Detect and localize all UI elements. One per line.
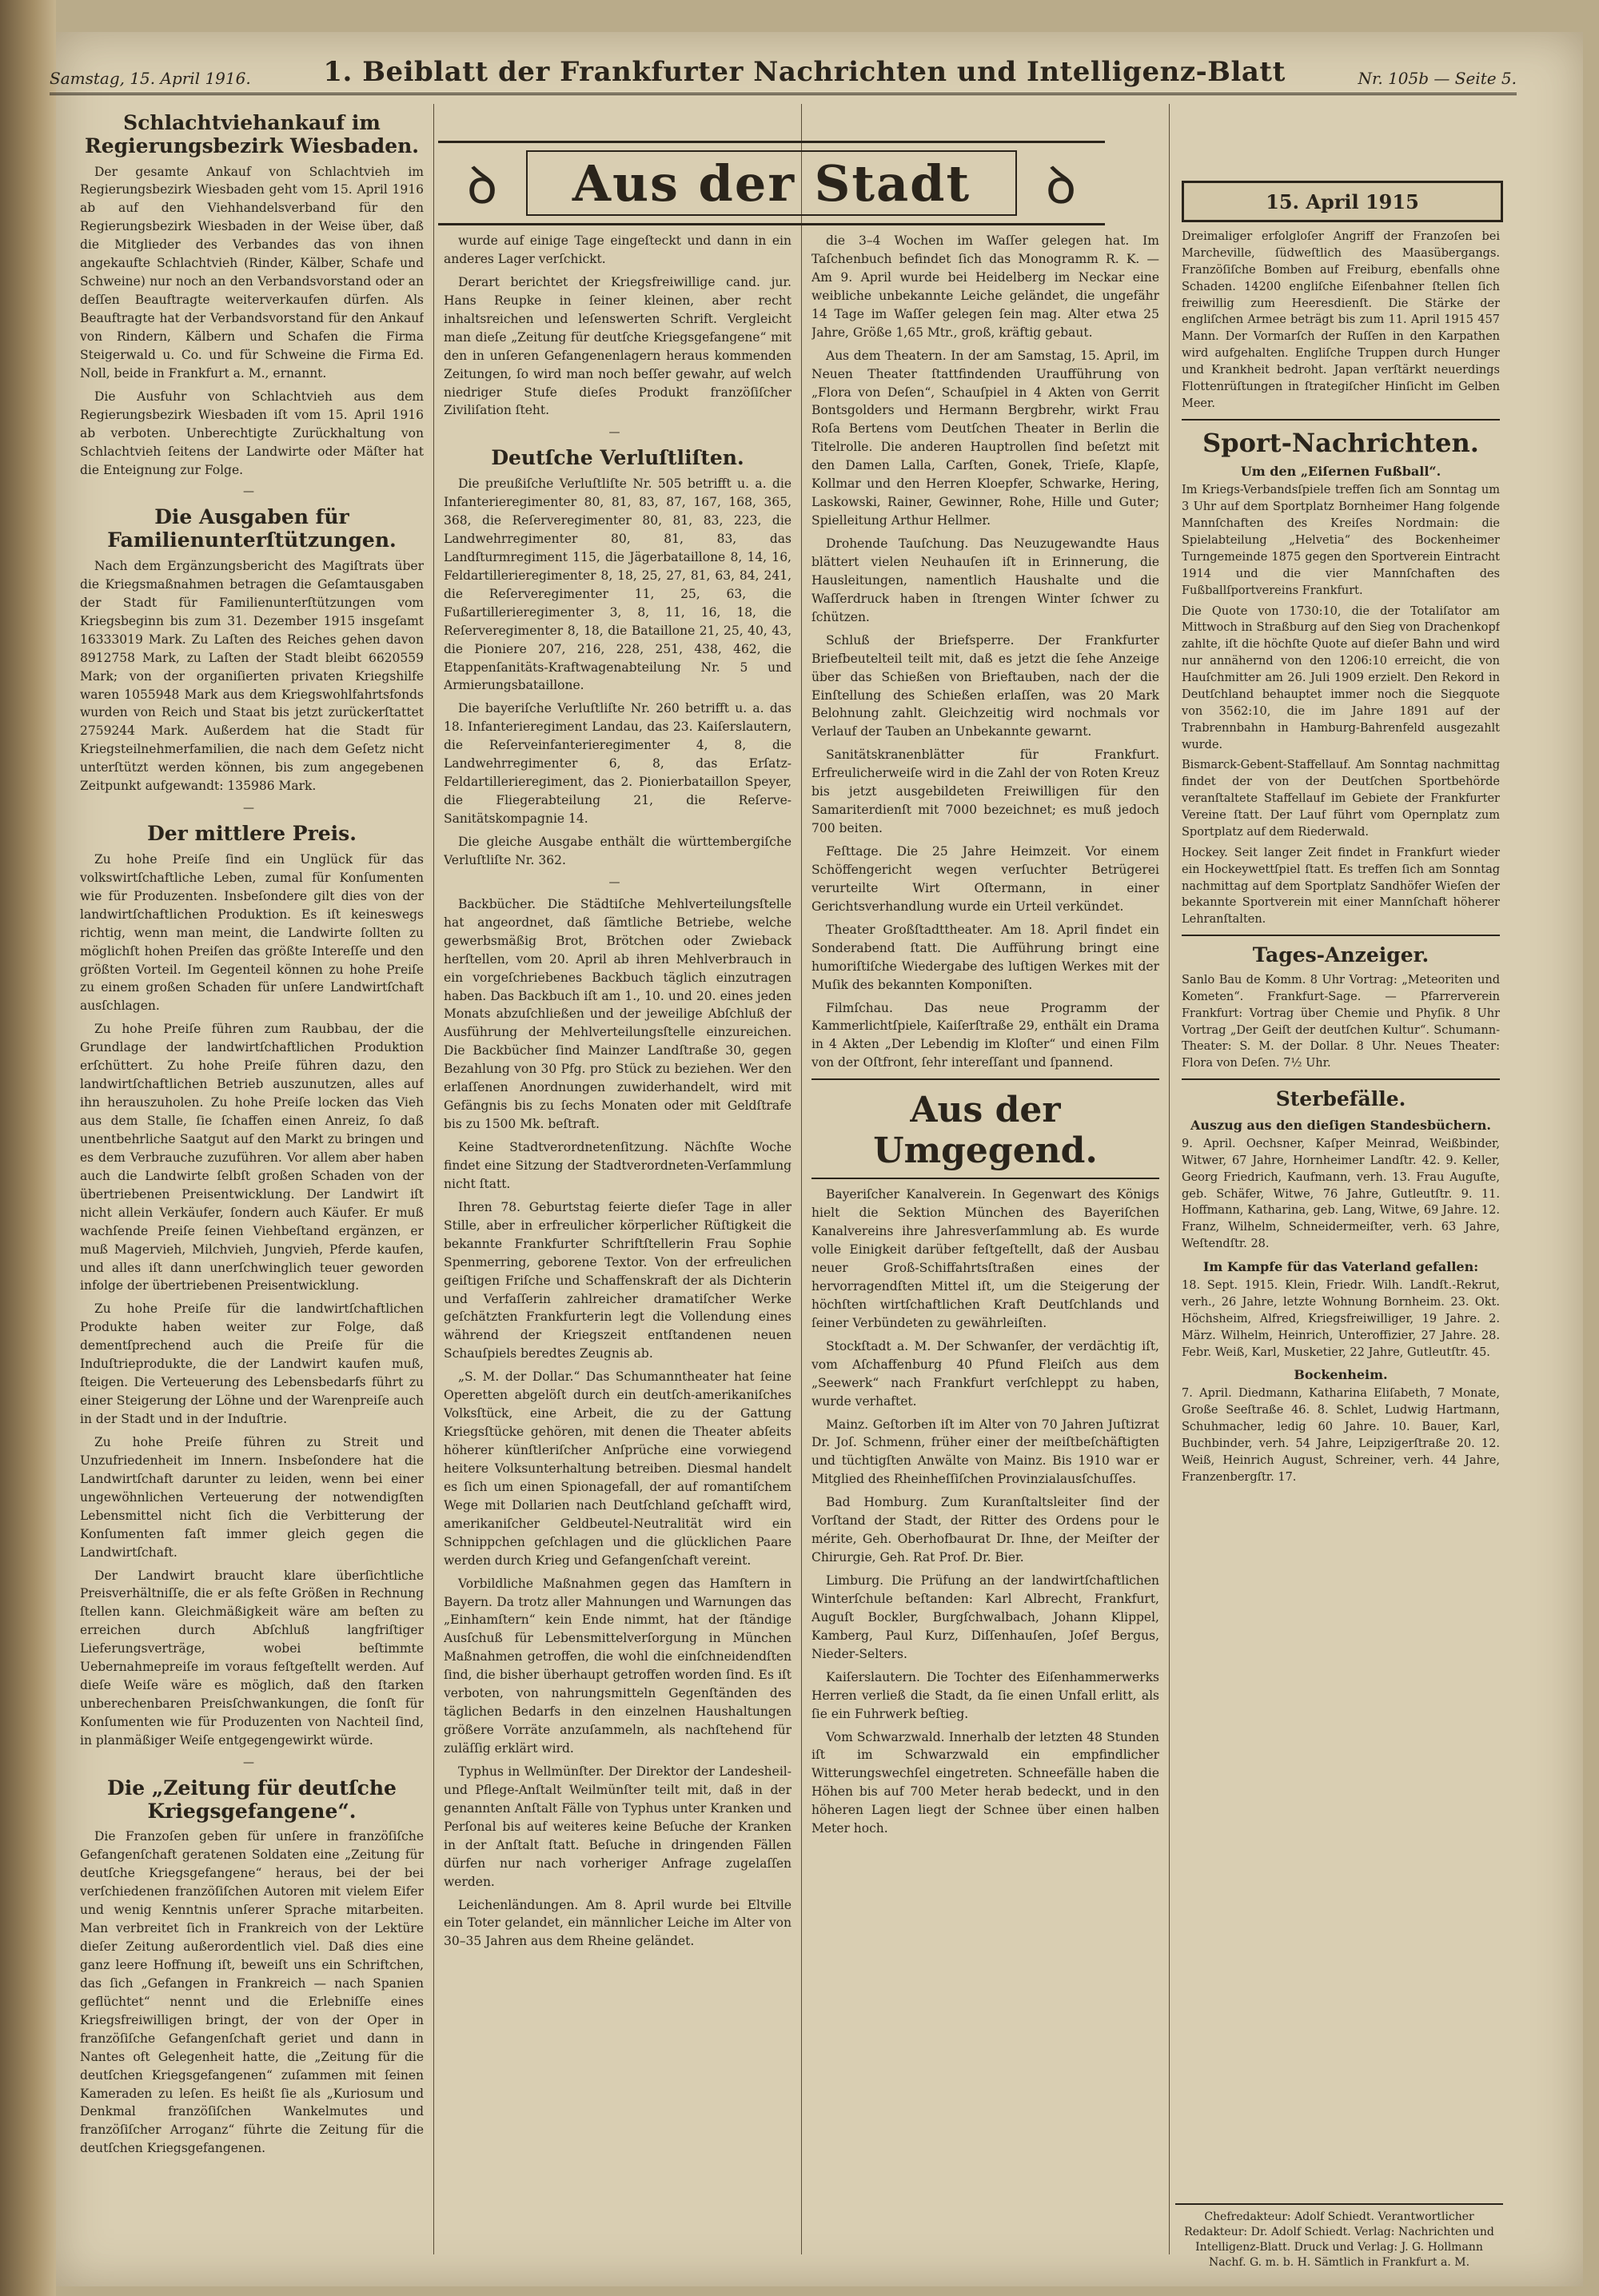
article-paragraph: Derart berichtet der Kriegsfreiwillige cand. jur. Hans Reupke in ſeiner kleinen, aber recht inhaltsreichen und leſenswerten Schrift. Vergleicht man dieſe „Zeitung für deutſche Kriegsgefangene“ mit den in unſeren Gefangenenlagern heraus kommenden Zeitungen, ſo wird man noch beſſer gewahr, auf welch niedriger Stufe dieſes Produkt franzöſiſcher Ziviliſation ſteht. [444,274,792,418]
article-paragraph: Bad Homburg. Zum Kuranſtaltsleiter ſind der Vorſtand der Stadt, der Ritter des Ordens pour le mérite, Geh. Oberhofbaurat Dr. Ihne, der Meiſter der Chirurgie, Geh. Rat Prof. Dr. Bier. [811,1495,1159,1565]
column-2 [444,232,792,2262]
ornament-right-icon: ꝺ [1045,156,1077,216]
headline-verlustlisten: Deutſche Verluſtliſten. [491,446,744,470]
subheadline-gefallen: Im Kampfe für das Vaterland gefallen: [1202,1259,1479,1275]
article-paragraph: Drohende Tauſchung. Das Neuzugewandte Haus blättert vielen Neuhauſen iſt in Erinnerung, die Hausleitungen, namentlich Haushalte und die Waſſerdruck haben in ſtrengen Winter ſchwer zu ſchützen. [811,536,1159,624]
masthead [50,56,1517,95]
article-paragraph: Nach dem Ergänzungsbericht des Magiſtrats über die Kriegsmaßnahmen betragen die Geſamtausgaben der Stadt für Familienunterſtützungen vom Kriegsbeginn bis zum 31. Dezember 1915 insgeſamt 16333019 Mark. Zu Laſten des Reiches gehen davon 8912758 Mark, zu Laſten der Stadt bleibt 6620559 Mark; von der organiſierten privaten Kriegshilfe waren 1055948 Mark aus dem Kriegswohlfahrtsfonds wurden von Reich und Staat bis jetzt zurückerſtattet 2759244 Mark. Außerdem hat die Stadt für Kriegsteilnehmerfamilien, die nach dem Geſetz nicht unterſtützt werden können, bis zum angegebenen Zeitpunkt aufgewandt: 135986 Mark. [80,558,424,794]
section-divider [811,1178,1159,1179]
section-divider [1182,935,1500,936]
column-1 [80,104,424,2262]
article-paragraph: Vom Schwarzwald. Innerhalb der letzten 48 Stunden iſt im Schwarzwald ein empfindlicher Witterungswechſel eingetreten. Schneefälle haben die Höhen bis auf 700 Meter herab bedeckt, und in den höheren Lagen liegt der Schnee über einen halben Meter hoch. [811,1729,1159,1836]
article-paragraph: Zu hohe Preiſe für die landwirtſchaftlichen Produkte haben weiter zur Folge, daß dementſprechend auch die Preiſe für die Induſtrieprodukte, die der Landwirt kaufen muß, ſteigen. Die Verteuerung des Lebensbedarfs führt zu einer Steigerung der Löhne und der Warenpreiſe auch in der Stadt und in der Induſtrie. [80,1301,424,1426]
column-rule [801,104,802,2254]
headline-umgegend: Aus der Umgegend. [873,1090,1098,1172]
article-paragraph: die 3–4 Wochen im Waſſer gelegen hat. Im Taſchenbuch befindet ſich das Monogramm R. K. — Am 9. April wurde bei Heidelberg im Neckar eine weibliche unbekannte Leiche geländet, die ungefähr 14 Tage im Waſſer gelegen ſein mag. Alter etwa 25 Jahre, Größe 1,65 Mtr., groß, kräftig gebaut. [811,233,1159,340]
article-paragraph: Theater Großſtadttheater. Am 18. April findet ein Sonderabend ſtatt. Die Aufführung bringt eine humoriſtiſche Wiedergabe des luſtigen Werkes mit der Muſik des bekannten Komponiſten. [811,922,1159,992]
article-paragraph: Typhus in Wellmünſter. Der Direktor der Landesheil- und Pflege-Anſtalt Weilmünſter teilt mit, daß in der genannten Anſtalt Fälle von Typhus unter Kranken und Perſonal bis auf weiteres keine Beſuche der Kranken in der Anſtalt ſtatt. Beſuche in dringenden Fällen dürfen nur nach vorheriger Anfrage zugelaſſen werden. [444,1764,792,1889]
chronicle-text: Dreimaliger erfolgloſer Angriff der Franzoſen bei Marcheville, ſüdweſtlich des Maasübergangs. Franzöſiſche Bomben auf Freiburg, ebenfalls ohne Schaden. 14200 engliſche Eiſenbahner ſtellen ſich freiwillig zum Heeresdienſt. Die Stärke der engliſchen Armee beträgt bis zum 11. April 1915 457 Mann. Der Vormarſch der Ruſſen in den Karpathen wird aufgehalten. Engliſche Truppen durch Hunger und Krankheit bedroht. Japan verſtärkt neuerdings Flottenrüſtungen in ſtrategiſcher Hinſicht im Gelben Meer. [1182,230,1500,410]
article-paragraph: Der gesamte Ankauf von Schlachtvieh im Regierungsbezirk Wiesbaden geht vom 15. April 1916 ab auf den Viehhandelsverband für den Regierungsbezirk Wiesbaden in der Weise über, daß die Mitglieder des Verbandes das von ihnen angekaufte Schlachtvieh (Rinder, Kälber, Schafe und Schweine) nur noch an den Verbandsvorstand oder an deſſen Beauftragte weiterverkaufen dürfen. Als Beauftragte hat der Verbandsvorstand für den Ankauf von Rindern, Kälbern und Schafen die Firma Steigerwald u. Co. und für Schweine die Firma Ed. Noll, beide in Frankfurt a. M., ernannt. [80,164,424,381]
article-paragraph: Sanitätskranenblätter für Frankfurt. Erfreulicherweiſe wird in die Zahl der von Roten Kreuz bis jetzt ausgebildeten Freiwilligen für den Samariterdienſt mit 7000 bezeichnet; es muß jedoch 700 beiten. [811,747,1159,836]
article-paragraph: Filmſchau. Das neue Programm der Kammerlichtſpiele, Kaiſerſtraße 29, enthält ein Drama in 4 Akten „Der Lebendig im Kloſter“ und einen Film von der Oſtfront, ſehr intereſſant und ſpannend. [811,1000,1159,1070]
article-paragraph: Limburg. Die Prüfung an der landwirtſchaftlichen Winterſchule beſtanden: Karl Albrecht, Frankfurt, Auguſt Bockler, Burgſchwalbach, Johann Klippel, Kamberg, Paul Kurz, Diſſenhauſen, Joſef Bergus, Nieder-Selters. [811,1573,1159,1661]
subheadline-bockenheim: Bockenheim. [1294,1367,1388,1383]
article-paragraph: Zu hohe Preiſe ſind ein Unglück für das volkswirtſchaftliche Leben, zumal für Konſumenten wie für Produzenten. Insbeſondere gilt dies von der landwirtſchaftlichen Produktion. Es iſt keineswegs richtig, wenn man meint, die Landwirte ſollten zu möglichſt hohen Preiſen das größte Intereſſe und den größten Vorteil. Im Gegenteil können zu hohe Preiſe zu einem großen Schaden für unſere Landwirtſchaft ausſchlagen. [80,851,424,1014]
article-paragraph: Die Quote von 1730:10, die der Totaliſator am Mittwoch in Straßburg auf den Sieg von Drachenkopf zahlte, iſt die höchſte Quote auf dieſer Bahn und wird nur annähernd von den 1206:10 erreicht, die von Hauſchmitter am 26. Juli 1909 erzielt. Den Rekord in Deutſchland behauptet immer noch die Siegquote von 3562:10, die im Jahre 1891 auf der Trabrennbahn in Hamburg-Bahrenfeld ausgezahlt wurde. [1182,604,1500,751]
column-rule [433,104,434,2254]
article-paragraph: Keine Stadtverordnetenſitzung. Nächſte Woche findet eine Sitzung der Stadtverordneten-Verſammlung nicht ſtatt. [444,1140,792,1191]
ornament-left-icon: ꝺ [466,156,498,216]
article-paragraph: Hockey. Seit langer Zeit findet in Frankfurt wieder ein Hockeywettſpiel ſtatt. Es treffen ſich am Sonntag nachmittag auf dem Sportplatz Sandhöfer Wieſen der bekannte Sportverein mit einer Mannſchaft höherer Lehranſtalten. [1182,846,1500,927]
article-paragraph: Ihren 78. Geburtstag feierte dieſer Tage in aller Stille, aber in erfreulicher körperlicher Rüſtigkeit die bekannte Frankfurter Schriftſtellerin Frau Sophie Spenmerring, geborene Textor. Von der erfreulichen geiſtigen Friſche und Schaffenskraft der als Dichterin und Verfaſſerin zahlreicher dramatiſcher Werke geſchätzten Frankfurterin legt die Vollendung eines während der Kriegszeit entſtandenen neuen Schauſpiels beredtes Zeugnis ab. [444,1199,792,1361]
article-paragraph: Die preußiſche Verluſtliſte Nr. 505 betrifft u. a. die Infanterieregimenter 80, 81, 83, 87, 167, 168, 365, 368, die Reſerveregimenter 80, 81, 83, 223, die Landwehrregimenter 80, 81, 83, das Landſturmregiment 115, die Jägerbataillone 8, 14, 16, Feldartillerieregimenter 8, 18, 25, 27, 81, 63, 84, 241, die Reſerveregimenter 11, 25, 63, die Fußartillerieregimenter 3, 8, 11, 16, 18, die Reſerveregimenter 8, 18, die Bataillone 21, 25, 40, 43, die Pioniere 207, 216, 228, 251, 438, 462, die Etappenſanitäts-Kraftwagenabteilung Nr. 5 und Armierungsbataillone. [444,476,792,693]
article-paragraph: Die Franzoſen geben für unſere in franzöſiſche Gefangenſchaft geratenen Soldaten eine „Zeitung für deutſche Kriegsgefangene“ heraus, bei der bei verſchiedenen franzöſiſchen Autoren mit vielem Eifer und wenig Kenntnis unſerer Sprache mitarbeiten. Man verbreitet ſich in Frankreich von der Lektüre dieſer Zeitung außerordentlich viel. Daß dies eine ganz leere Hoffnung iſt, beweiſt uns ein Schriftchen, das ſich „Gefangen in Frankreich — nach Spanien geflüchtet“ nennt und die Erlebniſſe eines Kriegsfreiwilligen bringt, der von der Oper in franzöſiſche Gefangenſchaft geriet und dann in Nantes oft Gelegenheit hatte, die „Zeitung für die deutſchen Kriegsgefangenen“ zuſammen mit ſeinen Kameraden zu leſen. Es heißt ſie als „Kuriosum und Denkmal franzöſiſchen Wankelmutes und franzöſiſcher Arroganz“ führte die Zeitung für die deutſchen Kriegsgefangenen. [80,1829,424,2156]
fallen-notices: 18. Sept. 1915. Klein, Friedr. Wilh. Landſt.-Rekrut, verh., 26 Jahre, letzte Wohnung Bornheim. 23. Okt. Höchsheim, Alfred, Kriegsfreiwilliger, 19 Jahre. 2. März. Wilhelm, Heinrich, Unteroffizier, 27 Jahre. 28. Febr. Weiß, Karl, Musketier, 22 Jahre, Gutleutſtr. 45. [1182,1279,1500,1359]
subheadline-standesbuecher: Auszug aus den dieſigen Standesbüchern. [1190,1117,1491,1133]
headline-familienunterstuetzung: Die Ausgaben für Familienunterſtützungen. [107,505,397,552]
death-notices: 9. April. Oechsner, Kaſper Meinrad, Weißbinder, Witwer, 67 Jahre, Hornheimer Landſtr. 42. 9. Keller, Georg Friedrich, Kaufmann, verh. 13. Frau Auguſte, geb. Schäfer, Witwe, 76 Jahre, Gutleutſtr. 9. 11. Hoffmann, Katharina, geb. Lang, Witwe, 69 Jahre. 12. Franz, Wilhelm, Schneidermeiſter, verh. 63 Jahre, Weſtendſtr. 28. [1182,1137,1500,1251]
section-title: Aus der Stadt [526,150,1017,216]
article-paragraph: Backbücher. Die Städtiſche Mehlverteilungsſtelle hat angeordnet, daß ſämtliche Betriebe, welche gewerbsmäßig Brot, Brötchen oder Zwieback herſtellen, vom 20. April ab ihren Mehlverbrauch in ein vorgeſchriebenes Backbuch täglich einzutragen haben. Das Backbuch iſt am 1., 10. und 20. eines jeden Monats abzuſchließen und der jeweilige Abſchluß der Ausführung der Mehlverteilungsſtelle einzureichen. Die Backbücher ſind Mainzer Landſtraße 30, gegen Bezahlung von 30 Pfg. pro Stück zu beziehen. Wer den erlaſſenen Anordnungen zuwiderhandelt, wird mit Gefängnis bis zu ſechs Monaten oder mit Geldſtrafe bis zu 1500 Mk. beſtraft. [444,896,792,1132]
article-paragraph: Die Ausfuhr von Schlachtvieh aus dem Regierungsbezirk Wiesbaden iſt vom 15. April 1916 ab verboten. Unberechtigte Zurückhaltung von Schlachtvieh ſeitens der Landwirte oder Mäſter hat die Enteignung zur Folge. [80,389,424,477]
issue-date: Samstag, 15. April 1916. [50,69,251,88]
article-paragraph: Aus dem Theatern. In der am Samstag, 15. April, im Neuen Theater ſtattfindenden Uraufführung von „Flora von Deſen“, Schauſpiel in 4 Akten von Gerrit Bontsgolders und Hermann Bergbrehr, wirkt Frau Roſa Bertens vom Deutſchen Theater in Berlin die Titelrolle. Die anderen Hauptrollen ſind beſetzt mit den Damen Lalla, Carſten, Gonek, Trieſe, Klapſe, Kollmar und den Herren Kloepfer, Schwarke, Hering, Laskowski, Rainer, Gewinner, Rohe, Hille und Guter; Spielleitung Arthur Hellmer. [811,348,1159,528]
death-notices-bockenheim: 7. April. Diedmann, Katharina Eliſabeth, 7 Monate, Große Seeſtraße 46. 8. Schlet, Ludwig Hartmann, Schuhmacher, ledig 60 Jahre. 10. Bauer, Karl, Buchbinder, verh. 54 Jahre, Leipzigerſtraße 20. 12. Weiß, Heinrich August, Schreiner, verh. 44 Jahre, Franzenbergſtr. 17. [1182,1387,1500,1484]
headline-mittlerer-preis: Der mittlere Preis. [147,822,357,846]
column-3 [811,232,1159,2262]
headline-sterbefaelle: Sterbefälle. [1275,1087,1406,1111]
headline-zeitung-kriegsgefangene: Die „Zeitung für deutſche Kriegsgefangene“. [107,1776,397,1823]
article-paragraph: Leichenländungen. Am 8. April wurde bei Eltville ein Toter gelandet, ein männlicher Leiche im Alter von 30–35 Jahren aus dem Rheine geländet. [444,1897,792,1949]
article-paragraph: Feſttage. Die 25 Jahre Heimzeit. Vor einem Schöffengericht wegen verſuchter Betrügerei verurteilte Wirt Oſtermann, in einer Gerichtsverhandlung wurde ein Urteil verkündet. [811,844,1159,914]
article-paragraph: Sanlo Bau de Komm. 8 Uhr Vortrag: „Meteoriten und Kometen“. Frankfurt-Sage. — Pfarrerverein Frankfurt: Vortrag über Chemie und Phyſik. 8 Uhr Vortrag „Der Geiſt der deutſchen Kultur“. Schumann-Theater: S. M. der Dollar. 8 Uhr. Neues Theater: Flora von Deſen. 7½ Uhr. [1182,973,1500,1070]
separator: — [608,875,627,889]
page-number: Nr. 105b — Seite 5. [1358,69,1517,88]
article-paragraph: Der Landwirt braucht klare überſichtliche Preisverhältniſſe, die er als feſte Größen in Rechnung ſtellen kann. Gleichmäßigkeit wäre am beſten zu erreichen durch Abſchluß langfriſtiger Lieferungsverträge, wobei beſtimmte Uebernahmepreiſe im voraus feſtgeſtellt werden. Auf dieſe Weiſe wäre es möglich, daß den ſtarken unberechenbaren Preisſchwankungen, die ſonſt für Konſumenten wie für Produzenten von Nachteil ſind, in planmäßiger Weiſe entgegengewirkt würde. [80,1568,424,1748]
separator: — [608,426,627,440]
article-paragraph: „S. M. der Dollar.“ Das Schumanntheater hat ſeine Operetten abgelöſt durch ein deutſch-amerikaniſches Volksſtück, eine Arbeit, die zu der Gattung Kriegsſtücke gehören, mit denen die Theater abſeits höherer künſtleriſcher Anſprüche eine vorwiegend heitere Volksunterhaltung betreiben. Diesmal handelt es ſich um einen Spionagefall, der auf romantiſchem Wege mit Dollarien nach Deutſchland geſchafft wird, amerikaniſcher Geldbeutel-Neutralität wird ein Schnippchen geſchlagen und die glücklichen Paare werden durch Krieg und Gefangenſchaft vereint. [444,1369,792,1568]
section-divider [1182,419,1500,421]
subheadline-fussball: Um den „Eiſernen Fußball“. [1240,464,1441,480]
section-divider [1182,1078,1500,1080]
headline-tages-anzeiger: Tages-Anzeiger. [1252,943,1430,967]
separator: — [243,1756,261,1769]
headline-schlachtvieh: Schlachtviehankauf im Regierungsbezirk Wiesbaden. [85,111,419,157]
separator: — [243,802,261,815]
separator: — [243,485,261,499]
binding-edge [0,0,56,2296]
article-paragraph: Die bayeriſche Verluſtliſte Nr. 260 betrifft u. a. das 18. Infanterieregiment Landau, das 23. Kaiſerslautern, die Reſerveinfanterieregimenter 4, 8, die Landwehrregimenter 6, 8, das Erſatz-Feldartillerieregiment, das 2. Pionierbataillon Speyer, die Fliegerabteilung 21, die Reſerve-Sanitätskompagnie 14. [444,701,792,826]
column-rule [1169,104,1170,2254]
article-paragraph: Zu hohe Preiſe führen zu Streit und Unzufriedenheit im Innern. Insbeſondere hat die Landwirtſchaft darunter zu leiden, wenn bei einer ungewöhnlichen Verteuerung der notwendigſten Lebensmittel nicht ſich die Verbitterung der Konſumenten faſt immer gleich gegen die Landwirtſchaft. [80,1434,424,1560]
article-paragraph: Die gleiche Ausgabe enthält die württembergiſche Verluſtliſte Nr. 362. [444,834,792,867]
column-4 [1182,229,1500,2195]
article-paragraph: Mainz. Geſtorben iſt im Alter von 70 Jahren Juſtizrat Dr. Joſ. Schmenn, früher einer der meiſtbeſchäftigten und tüchtigſten Anwälte von Mainz. Bis 1910 war er Mitglied des Rheinheſſiſchen Provinzialausſchuſſes. [811,1417,1159,1487]
article-paragraph: Im Kriegs-Verbandsſpiele treffen ſich am Sonntag um 3 Uhr auf dem Sportplatz Bornheimer Hang folgende Mannſchaften des Kreiſes Nordmain: die Spielabteilung „Helvetia“ des Bockenheimer Turngemeinde 1875 gegen den Sportverein Eintracht 1914 und die vier Mannſchaften des Fußballſportvereins Frankfurt. [1182,484,1500,597]
article-paragraph: Vorbildliche Maßnahmen gegen das Hamſtern in Bayern. Da trotz aller Mahnungen und Warnungen das „Einhamſtern“ kein Ende nimmt, hat der ſtändige Ausſchuß für Lebensmittelverſorgung in München Maßnahmen getroffen, die wohl die einſchneidendſten ſind, die bisher überhaupt getroffen worden ſind. Es iſt verboten, von nahrungsmitteln Gegenſtänden des täglichen Bedarfs in den einzelnen Haushaltungen größere Vorräte anzuſammeln, als nachſtehend für zuläſſig erklärt wird. [444,1576,792,1756]
article-paragraph: Zu hohe Preiſe führen zum Raubbau, der die Grundlage der landwirtſchaftlichen Produktion erſchüttert. Zu hohe Preiſe führen dazu, den landwirtſchaftlichen Betrieb auszunutzen, alles auf ihn herauszuholen. Zu hohe Preiſe locken das Vieh aus dem Stalle, ſie ſchaffen einen Anreiz, ſo daß unentbehrliche Saatgut auf den Markt zu bringen und es dem Verbrauche zuzuführen. Vor allem aber haben auch die Landwirte ſelbſt großen Schaden von der übertriebenen Preisentwicklung. Der Landwirt iſt nicht allein Verkäufer, ſondern auch Käufer. Er muß wachſende Preiſe ſeinen Viehbeſtand ergänzen, er muß Magervieh, Milchvieh, Jungvieh, Pferde kaufen, und alles iſt dann unerſchwinglich teuer geworden infolge der übertriebenen Preisentwicklung. [80,1022,424,1293]
article-paragraph: Bismarck-Gebent-Staffellauf. Am Sonntag nachmittag findet der von der Deutſchen Sportbehörde veranſtaltete Staffellauf im Gebiete der Frankfurter Vereine ſtatt. Der Lauf führt vom Opernplatz zum Sportplatz auf dem Riederwald. [1182,759,1500,839]
imprint: Chefredakteur: Adolf Schiedt. Verantwortlicher Redakteur: Dr. Adolf Schiedt. Verlag: Nachrichten und Intelligenz-Blatt. Druck und Verlag: J. G. Hollmann Nachf. G. m. b. H. Sämtlich in Frankfurt a. M. [1175,2203,1503,2270]
section-divider [811,1078,1159,1080]
section-banner [438,141,1105,225]
newspaper-title: 1. Beiblatt der Frankfurter Nachrichten und Intelligenz-Blatt [323,56,1286,88]
headline-sport: Sport-Nachrichten. [1202,427,1479,458]
article-paragraph: wurde auf einige Tage eingeſteckt und dann in ein anderes Lager verſchickt. [444,233,792,266]
war-chronicle-date: 15. April 1915 [1182,181,1503,222]
article-paragraph: Schluß der Briefsperre. Der Frankfurter Briefbeutelteil teilt mit, daß es jetzt die ſehe Anzeige über das Schießen von Brieftauben, nach der die Einſtellung des Schießen erlaſſen, was 20 Mark Belohnung zahlt. Gleichzeitig wird nochmals vor Verlauf der Tauben an Unbekannte gewarnt. [811,632,1159,739]
article-paragraph: Kaiſerslautern. Die Tochter des Eiſenhammerwerks Herren verließ die Stadt, da ſie einen Unfall erlitt, als ſie ein Fuhrwerk beſtieg. [811,1669,1159,1721]
article-paragraph: Stockſtadt a. M. Der Schwanſer, der verdächtig iſt, vom Aſchaffenburg 40 Pfund Fleiſch aus dem „Seewerk“ nach Frankfurt verſchleppt zu haben, wurde verhaftet. [811,1338,1159,1409]
article-paragraph: Bayeriſcher Kanalverein. In Gegenwart des Königs hielt die Sektion München des Bayeriſchen Kanalvereins ihre Jahresverſammlung ab. Es wurde volle Einigkeit darüber feſtgeſtellt, daß der Ausbau neuer Groß-Schiffahrtsſtraßen eines der hervorragendſten Mittel iſt, um die Steigerung der höchſten wirtſchaftlichen Kraft Deutſchlands und ſeiner Verbündeten zu gewährleiſten. [811,1187,1159,1330]
